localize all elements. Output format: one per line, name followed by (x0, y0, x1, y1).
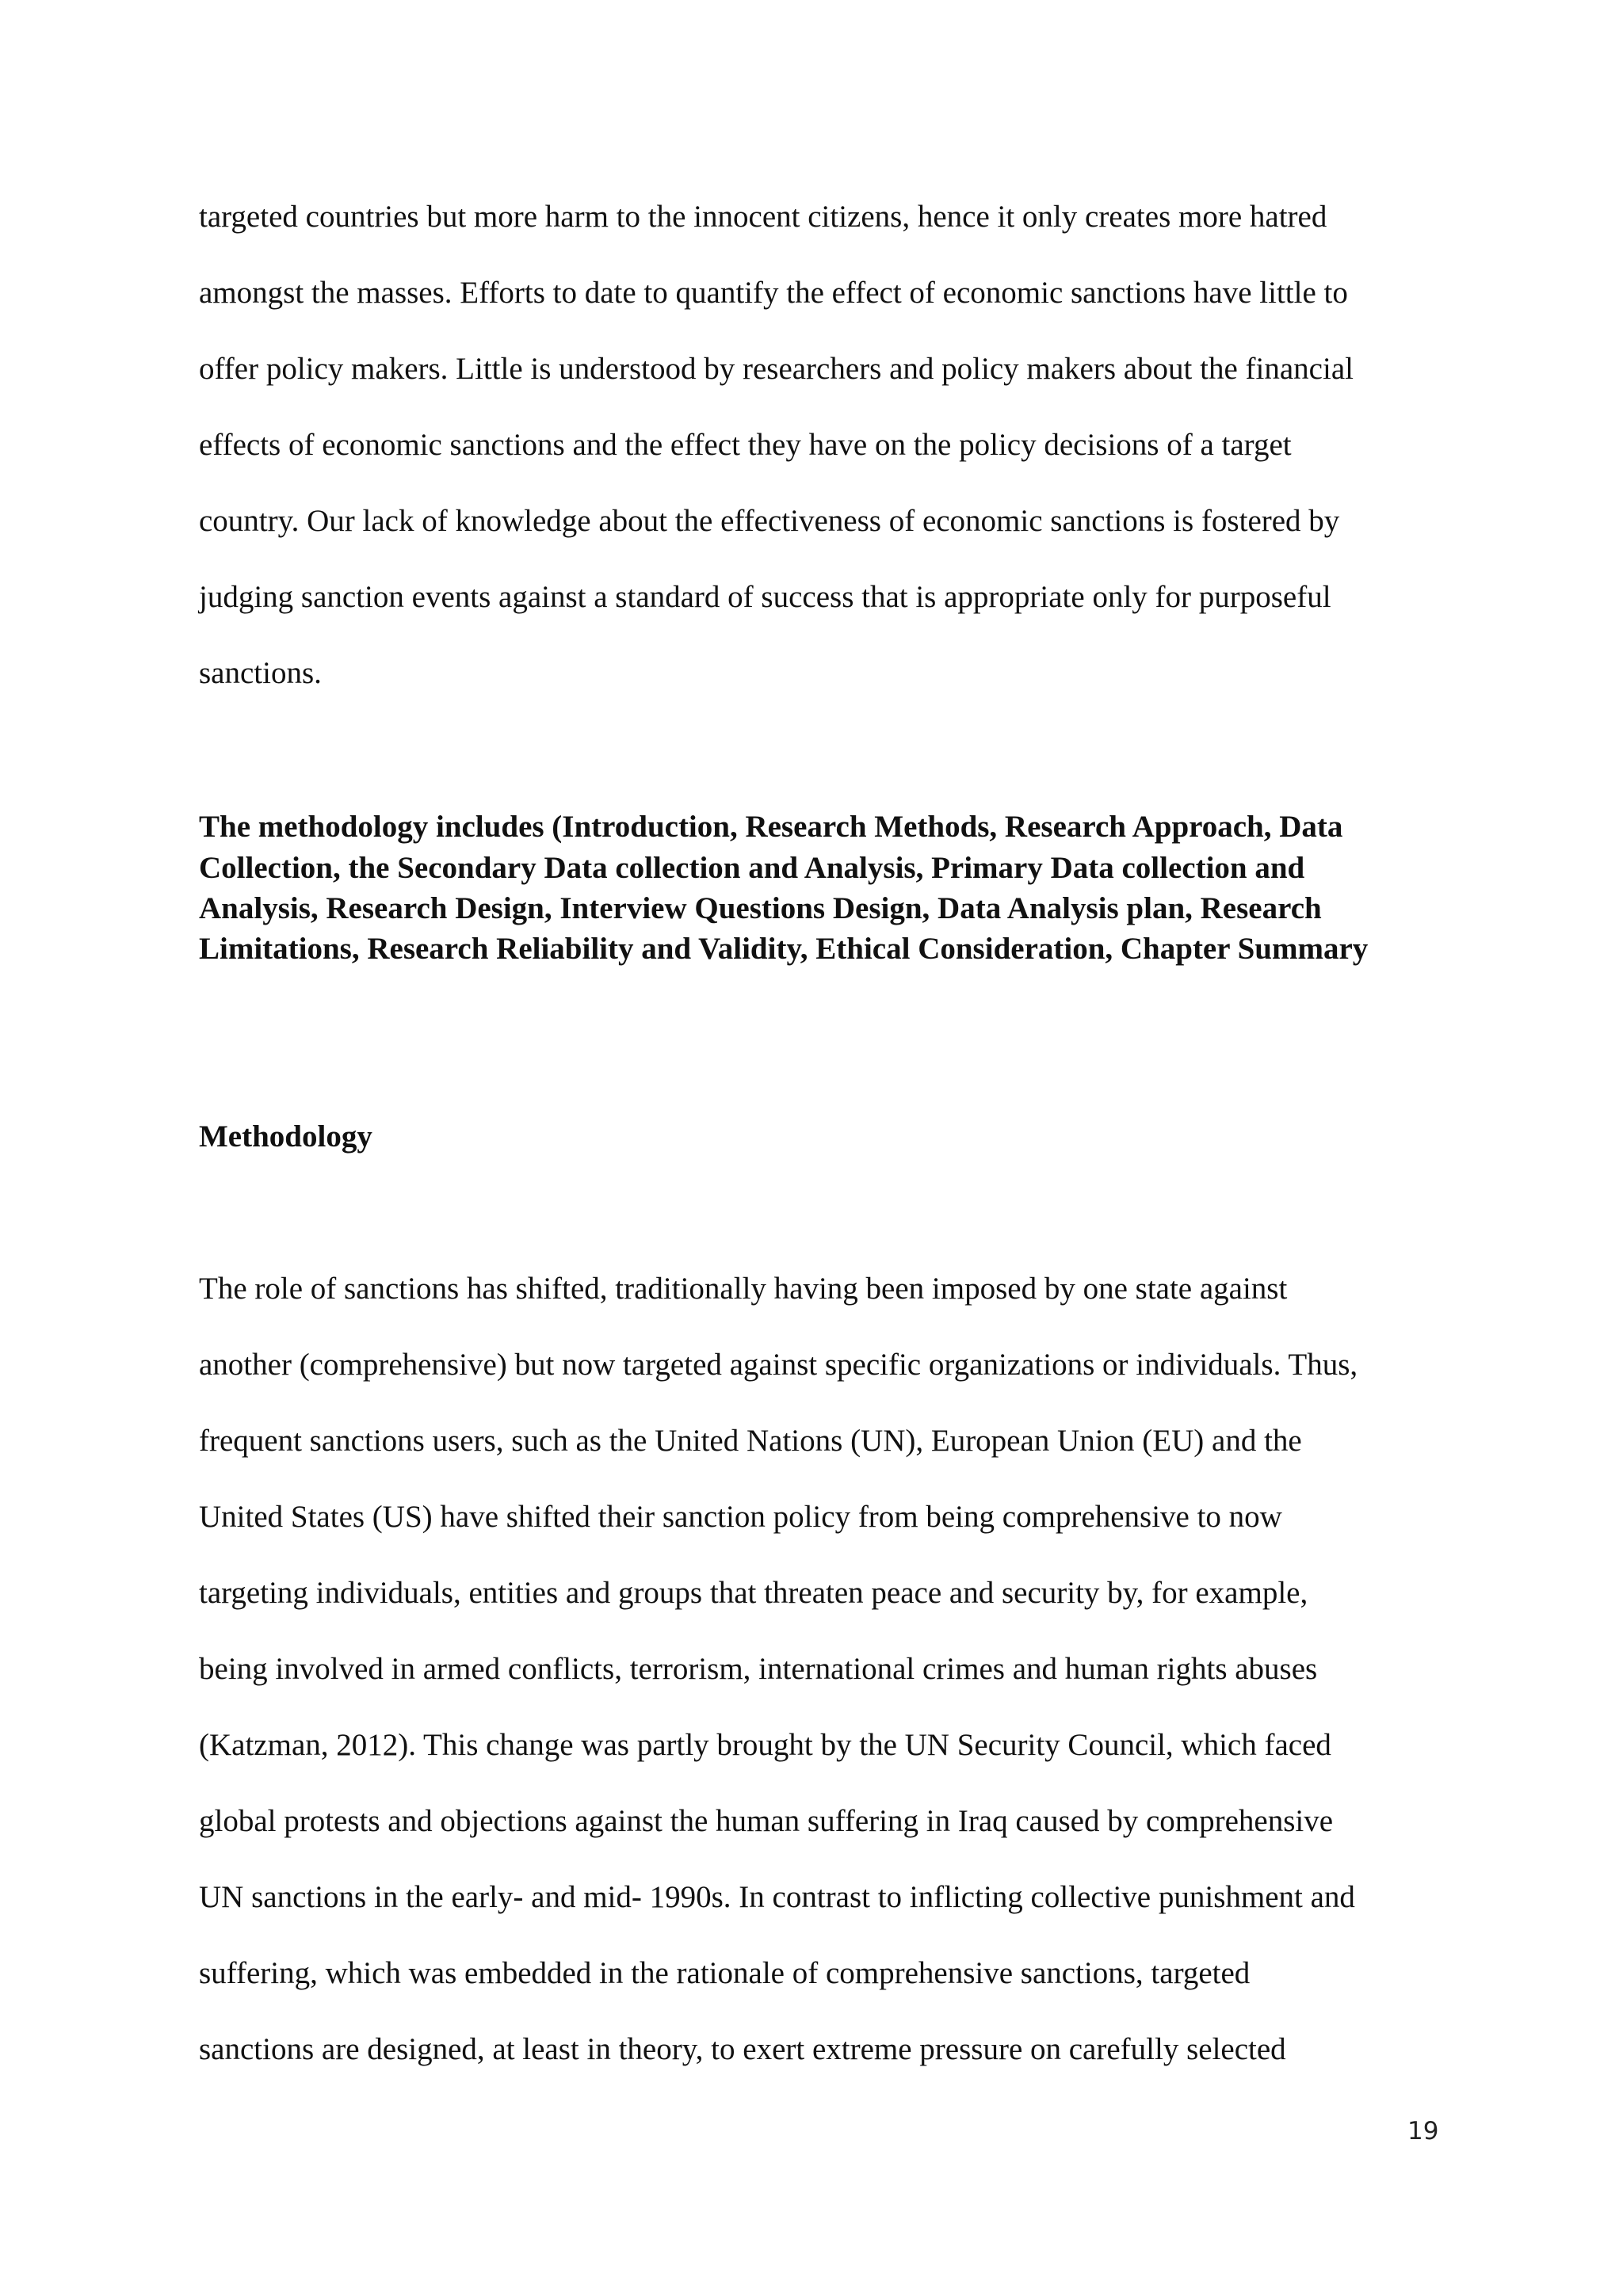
page-number: 19 (1407, 2117, 1439, 2145)
paragraph-line: another (comprehensive) but now targeted against specific organizations or individuals. Thus, (199, 1348, 1358, 1382)
paragraph-line: offer policy makers. Little is understood by researchers and policy makers about the financial (199, 352, 1354, 386)
paragraph-line: suffering, which was embedded in the rationale of comprehensive sanctions, targeted (199, 1956, 1251, 1990)
paragraph-line: global protests and objections against the human suffering in Iraq caused by comprehensive (199, 1804, 1334, 1838)
paragraph-line: The role of sanctions has shifted, traditionally having been imposed by one state against (199, 1272, 1288, 1306)
paragraph-line: judging sanction events against a standard of success that is appropriate only for purposeful (199, 580, 1331, 614)
paragraph-line: targeting individuals, entities and groups that threaten peace and security by, for example, (199, 1576, 1308, 1610)
paragraph-line: effects of economic sanctions and the effect they have on the policy decisions of a target (199, 428, 1292, 462)
overview-line: Analysis, Research Design, Interview Questions Design, Data Analysis plan, Research (199, 891, 1322, 925)
paragraph-line: frequent sanctions users, such as the United Nations (UN), European Union (EU) and the (199, 1424, 1302, 1458)
paragraph-line: being involved in armed conflicts, terrorism, international crimes and human rights abuses (199, 1652, 1318, 1686)
overview-line: The methodology includes (Introduction, Research Methods, Research Approach, Data (199, 810, 1343, 844)
paragraph-line: sanctions. (199, 656, 322, 690)
overview-line: Collection, the Secondary Data collection and Analysis, Primary Data collection and (199, 851, 1305, 885)
paragraph-line: (Katzman, 2012). This change was partly brought by the UN Security Council, which faced (199, 1728, 1331, 1762)
paragraph-line: country. Our lack of knowledge about the effectiveness of economic sanctions is fostered by (199, 504, 1340, 538)
overview-line: Limitations, Research Reliability and Validity, Ethical Consideration, Chapter Summary (199, 932, 1369, 966)
paragraph-line: amongst the masses. Efforts to date to quantify the effect of economic sanctions have little to (199, 276, 1348, 310)
paragraph-line: targeted countries but more harm to the innocent citizens, hence it only creates more hatred (199, 200, 1327, 234)
paragraph-line: United States (US) have shifted their sanction policy from being comprehensive to now (199, 1500, 1282, 1534)
section-heading: Methodology (199, 1119, 372, 1154)
paragraph-line: sanctions are designed, at least in theory, to exert extreme pressure on carefully selected (199, 2032, 1286, 2066)
paragraph-line: UN sanctions in the early- and mid- 1990s. In contrast to inflicting collective punishment and (199, 1880, 1355, 1914)
